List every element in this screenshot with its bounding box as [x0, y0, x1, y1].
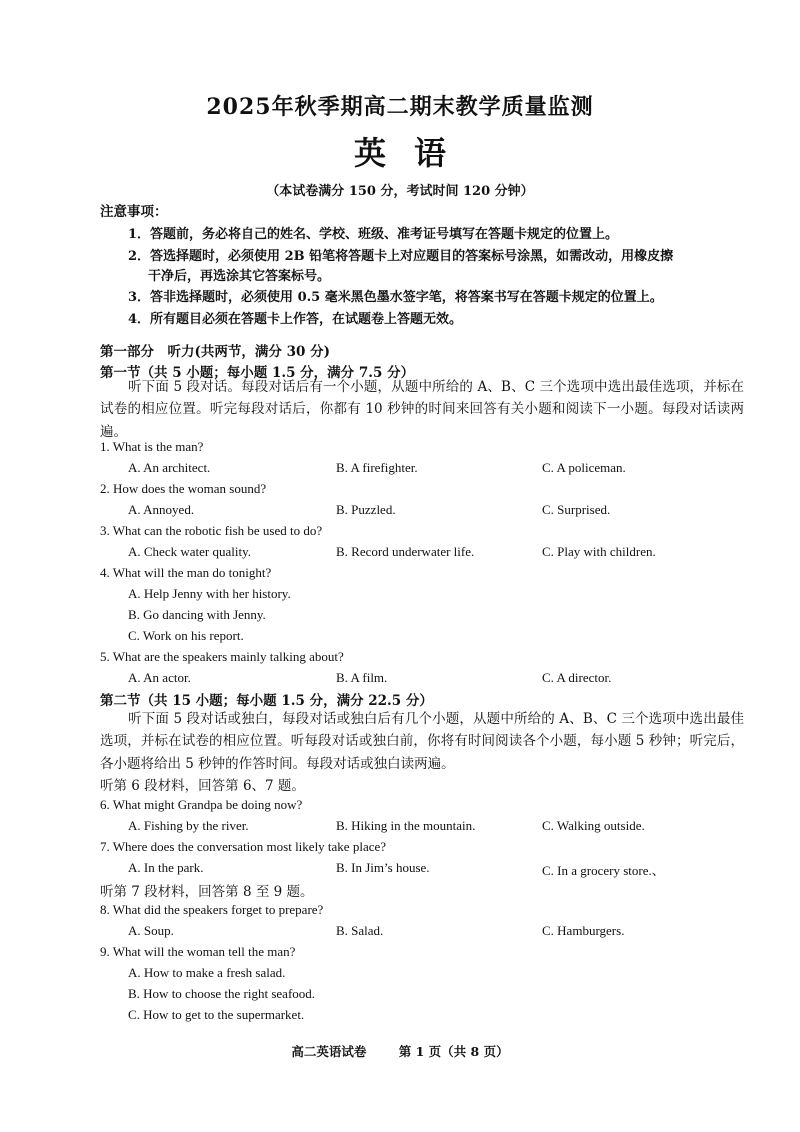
footer-paper-name: 高二英语试卷 [291, 1044, 367, 1059]
material-instruction: 听第 7 段材料，回答第 8 至 9 题。 [100, 884, 314, 900]
section-instructions: 听下面 5 段对话。每段对话后有一个小题，从题中所给的 A、B、C 三个选项中选出最佳选项，并标在试卷的相应位置。听完每段对话后，你都有 10 秒钟的时间来回答有关小题和阅读下一小题。每段对话读两遍。 [100, 379, 744, 440]
question-stem: 6. What might Grandpa be doing now? [100, 797, 303, 812]
option-b: B. A film. [336, 670, 388, 685]
option-b: B. A firefighter. [336, 460, 418, 475]
question-stem: 7. Where does the conversation most likely take place? [100, 839, 387, 854]
option-b: B. Salad. [336, 923, 384, 938]
option-a: A. Check water quality. [128, 544, 251, 559]
material-instruction: 听第 6 段材料，回答第 6、7 题。 [100, 778, 305, 794]
option-b: B. How to choose the right seafood. [128, 986, 316, 1001]
section-heading: 第二节（共 15 小题；每小题 1.5 分，满分 22.5 分） [100, 693, 433, 709]
notes-heading: 注意事项： [100, 204, 168, 220]
option-a: A. An architect. [128, 460, 211, 475]
note-item: 3．答非选择题时，必须使用 0.5 毫米黑色墨水签字笔，将答案书写在答题卡规定的位置上。 [128, 290, 663, 305]
option-a: A. How to make a fresh salad. [128, 965, 286, 980]
option-c: C. Play with children. [542, 544, 656, 559]
question-stem: 3. What can the robotic fish be used to do? [100, 523, 323, 538]
question-stem: 2. How does the woman sound? [100, 481, 267, 496]
option-c: C. Walking outside. [542, 818, 645, 833]
option-a: A. Soup. [128, 923, 174, 938]
question-stem: 8. What did the speakers forget to prepare? [100, 902, 324, 917]
note-item: 4．所有题目必须在答题卡上作答，在试题卷上答题无效。 [128, 312, 463, 327]
part-heading: 第一部分 听力(共两节，满分 30 分) [100, 344, 330, 360]
option-b: B. Puzzled. [336, 502, 396, 517]
question-stem: 1. What is the man? [100, 439, 204, 454]
option-c: C. Hamburgers. [542, 923, 625, 938]
footer-page-number: 第 1 页（共 8 页） [398, 1044, 509, 1059]
exam-title: 2025年秋季期高二期末教学质量监测 [206, 94, 594, 120]
option-c: C. How to get to the supermarket. [128, 1007, 305, 1022]
question-stem: 4. What will the man do tonight? [100, 565, 272, 580]
question-stem: 9. What will the woman tell the man? [100, 944, 296, 959]
option-a: A. Annoyed. [128, 502, 195, 517]
note-item: 1．答题前，务必将自己的姓名、学校、班级、准考证号填写在答题卡规定的位置上。 [128, 227, 619, 242]
subject-title: 英语 [353, 134, 474, 172]
option-c: C. In a grocery store.、 [542, 863, 665, 878]
exam-info: （本试卷满分 150 分，考试时间 120 分钟） [266, 184, 534, 199]
note-item: 2．答选择题时，必须使用 2B 铅笔将答题卡上对应题目的答案标号涂黑，如需改动，用橡皮擦 [128, 249, 674, 264]
question-stem: 5. What are the speakers mainly talking about? [100, 649, 344, 664]
option-a: A. Help Jenny with her history. [128, 586, 291, 601]
option-a: A. An actor. [128, 670, 191, 685]
section-heading: 第一节（共 5 小题；每小题 1.5 分，满分 7.5 分） [100, 365, 415, 381]
option-b: B. Go dancing with Jenny. [128, 607, 266, 622]
option-c: C. Surprised. [542, 502, 611, 517]
option-c: C. Work on his report. [128, 628, 244, 643]
note-item-continued: 干净后，再选涂其它答案标号。 [148, 269, 331, 284]
option-b: B. Hiking in the mountain. [336, 818, 476, 833]
option-a: A. In the park. [128, 860, 204, 875]
option-a: A. Fishing by the river. [128, 818, 249, 833]
option-b: B. In Jim’s house. [336, 860, 430, 875]
option-c: C. A director. [542, 670, 612, 685]
section-instructions: 听下面 5 段对话或独白，每段对话或独白后有几个小题，从题中所给的 A、B、C 三个选项中选出最佳选项，并标在试卷的相应位置。听每段对话或独白前，你将有时间阅读各个小题，每小题 5 秒钟；听完后，各小题将给出 5 秒钟的作答时间。每段对话或独白读两遍。 [100, 711, 744, 772]
page-footer [0, 1042, 800, 1060]
option-b: B. Record underwater life. [336, 544, 475, 559]
option-c: C. A policeman. [542, 460, 626, 475]
